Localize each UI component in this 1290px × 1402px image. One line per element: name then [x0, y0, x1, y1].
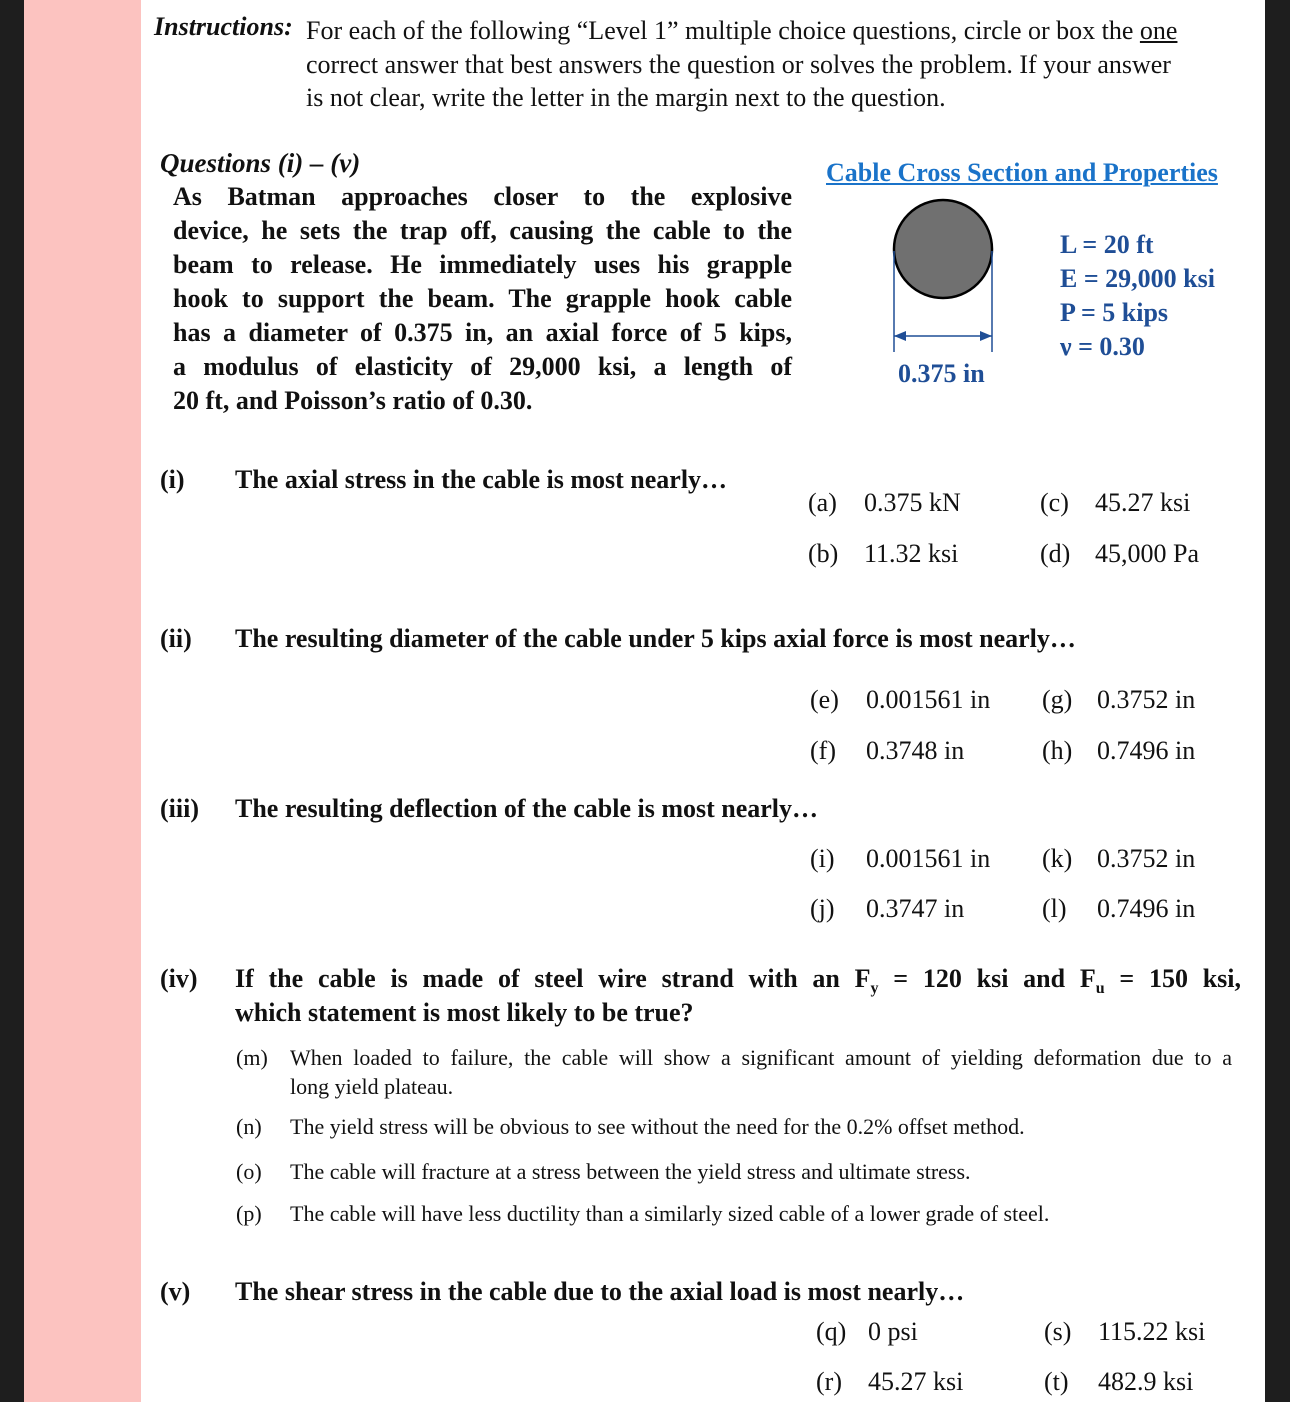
- option-b-value[interactable]: 11.32 ksi: [864, 539, 959, 568]
- question-4-text-b: = 120 ksi and F: [893, 964, 1096, 993]
- option-a-letter[interactable]: (a): [808, 488, 837, 517]
- question-1-text: The axial stress in the cable is most nearly…: [235, 465, 728, 494]
- property-load: P = 5 kips: [1060, 298, 1169, 327]
- instructions-line-3: is not clear, write the letter in the margin next to the question.: [306, 83, 946, 112]
- cable-circle: [894, 200, 992, 298]
- instructions-line-2: correct answer that best answers the question or solves the problem. If your answer: [306, 50, 1171, 79]
- question-4-text-c: = 150 ksi,: [1119, 964, 1242, 993]
- option-k-value[interactable]: 0.3752 in: [1097, 844, 1196, 873]
- diameter-label: 0.375 in: [898, 359, 985, 388]
- statement-p-text[interactable]: The cable will have less ductility than a similarly sized cable of a lower grade of steel.: [290, 1201, 1050, 1226]
- option-e-value[interactable]: 0.001561 in: [866, 685, 991, 714]
- option-g-letter[interactable]: (g): [1042, 685, 1073, 714]
- option-l-letter[interactable]: (l): [1042, 894, 1067, 923]
- option-r-value[interactable]: 45.27 ksi: [868, 1367, 964, 1396]
- question-4-text-line-1: [235, 964, 1241, 998]
- statement-m-letter[interactable]: (m): [236, 1045, 268, 1070]
- scenario-line-3: beam to release. He immediately uses his grapple: [173, 250, 792, 279]
- option-l-value[interactable]: 0.7496 in: [1097, 894, 1196, 923]
- option-c-value[interactable]: 45.27 ksi: [1095, 488, 1191, 517]
- option-d-value[interactable]: 45,000 Pa: [1095, 539, 1199, 568]
- question-5-number: (v): [160, 1277, 191, 1306]
- scenario-line-2: device, he sets the trap off, causing the cable to the: [173, 216, 792, 245]
- statement-o-letter[interactable]: (o): [236, 1159, 262, 1184]
- statement-n-text[interactable]: The yield stress will be obvious to see without the need for the 0.2% offset method.: [290, 1114, 1025, 1139]
- question-5-text: The shear stress in the cable due to the axial load is most nearly…: [235, 1277, 965, 1306]
- statement-o-text[interactable]: The cable will fracture at a stress between the yield stress and ultimate stress.: [290, 1159, 971, 1184]
- instructions-label: Instructions:: [154, 12, 293, 41]
- property-modulus: E = 29,000 ksi: [1060, 264, 1215, 293]
- option-h-letter[interactable]: (h): [1042, 736, 1073, 765]
- question-1-number: (i): [160, 465, 185, 494]
- option-i-letter[interactable]: (i): [810, 844, 835, 873]
- option-q-letter[interactable]: (q): [816, 1317, 847, 1346]
- option-c-letter[interactable]: (c): [1040, 488, 1069, 517]
- scenario-line-5: has a diameter of 0.375 in, an axial force of 5 kips,: [173, 318, 792, 347]
- questions-heading: Questions (i) – (v): [160, 148, 361, 178]
- ultimate-subscript: u: [1095, 980, 1105, 998]
- instructions-underlined-word: one: [1139, 16, 1178, 45]
- question-4-number: (iv): [160, 964, 198, 993]
- property-length: L = 20 ft: [1060, 230, 1154, 259]
- option-i-value[interactable]: 0.001561 in: [866, 844, 991, 873]
- page-margin: [24, 0, 141, 1402]
- option-a-value[interactable]: 0.375 kN: [864, 488, 961, 517]
- option-j-value[interactable]: 0.3747 in: [866, 894, 965, 923]
- question-3-text: The resulting deflection of the cable is most nearly…: [235, 794, 819, 823]
- statement-n-letter[interactable]: (n): [236, 1114, 262, 1139]
- property-poisson: ν = 0.30: [1060, 332, 1145, 361]
- option-t-value[interactable]: 482.9 ksi: [1098, 1367, 1194, 1396]
- statement-m-line-2[interactable]: long yield plateau.: [290, 1074, 454, 1099]
- instructions-line-1: [306, 16, 1177, 46]
- option-d-letter[interactable]: (d): [1040, 539, 1071, 568]
- dimension-arrow-right: [980, 331, 992, 341]
- option-k-letter[interactable]: (k): [1042, 844, 1073, 873]
- option-s-value[interactable]: 115.22 ksi: [1098, 1317, 1206, 1346]
- dimension-arrow-left: [894, 331, 906, 341]
- option-h-value[interactable]: 0.7496 in: [1097, 736, 1196, 765]
- cross-section-title: Cable Cross Section and Properties: [826, 158, 1218, 187]
- scenario-line-4: hook to support the beam. The grapple hook cable: [173, 284, 792, 313]
- option-q-value[interactable]: 0 psi: [868, 1317, 918, 1346]
- question-4-text-a: If the cable is made of steel wire strand with an F: [235, 964, 871, 993]
- option-e-letter[interactable]: (e): [810, 685, 839, 714]
- option-b-letter[interactable]: (b): [808, 539, 839, 568]
- option-g-value[interactable]: 0.3752 in: [1097, 685, 1196, 714]
- question-3-number: (iii): [160, 794, 199, 823]
- statement-p-letter[interactable]: (p): [236, 1201, 262, 1226]
- instructions-line-1-text: For each of the following “Level 1” multiple choice questions, circle or box the: [306, 16, 1134, 45]
- option-f-value[interactable]: 0.3748 in: [866, 736, 965, 765]
- option-f-letter[interactable]: (f): [810, 736, 836, 765]
- option-t-letter[interactable]: (t): [1044, 1367, 1069, 1396]
- statement-m-line-1[interactable]: When loaded to failure, the cable will show a significant amount of yielding deformation due to a: [290, 1045, 1232, 1070]
- question-4-text-line-2: which statement is most likely to be true?: [235, 998, 694, 1027]
- yield-subscript: y: [870, 980, 879, 998]
- right-dark-border: [1265, 0, 1290, 1402]
- cable-cross-section-diagram: [880, 196, 1020, 356]
- question-2-text: The resulting diameter of the cable under 5 kips axial force is most nearly…: [235, 624, 1076, 653]
- option-j-letter[interactable]: (j): [810, 894, 835, 923]
- scenario-line-6: a modulus of elasticity of 29,000 ksi, a length of: [173, 352, 792, 381]
- question-2-number: (ii): [160, 624, 192, 653]
- scenario-line-1: As Batman approaches closer to the explosive: [173, 182, 792, 211]
- option-r-letter[interactable]: (r): [816, 1367, 842, 1396]
- scenario-line-7: 20 ft, and Poisson’s ratio of 0.30.: [173, 386, 533, 415]
- left-dark-border: [0, 0, 24, 1402]
- option-s-letter[interactable]: (s): [1044, 1317, 1072, 1346]
